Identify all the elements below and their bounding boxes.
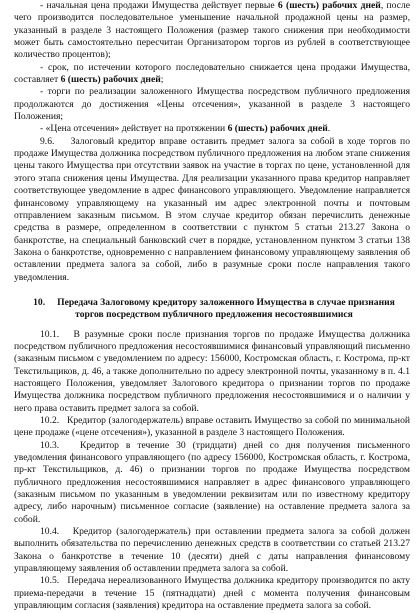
paragraph-10-3: 10.3. Кредитор в течение 30 (тридцати) дней со дня получения письменного уведомления финансового управляющего (по адресу 156000, Костромская область, г. Кострома, пр-кт Текстильщиков, д. 46) о признании торгов по продаже Имущества посредством публичного предложения несостоявшимися направляет в адрес финансового управляющего (заказным письмом по указанным в уведомлении реквизитам или по известному кредитору адресу, либо нарочным) письменное согласие (заявление) на оставление предмета залога за собой. (14, 439, 410, 525)
paragraph-reduction-period: - срок, по истечении которого последовательно снижается цена продажи Имущества, составляет 6 (шесть) рабочих дней; (14, 61, 410, 86)
bold-term: 6 (шесть) рабочих дней (60, 74, 161, 86)
bold-term: 6 (шесть) рабочих дней (227, 123, 328, 135)
paragraph-cutoff-condition: - торги по реализации заложенного Имущества посредством публичного предложения продолжаются до достижения «Цены отсечения», указанной в разделе 3 настоящего Положения; (14, 86, 410, 123)
paragraph-10-5: 10.5. Передача нереализованного Имущества должника кредитору производится по акту приема-передачи в течение 15 (пятнадцати) дней с момента получения финансовым управляющим согласия (заявления) кредитора на оставление предмета залога за собой. (14, 575, 410, 612)
paragraph-start-price: - начальная цена продажи Имущества действует первые 6 (шесть) рабочих дней, после чего производится последовательное уменьшение начальной продажной цены на размер, указанный в разделе 3 настоящего Положения (размер такого снижения при необходимости может быть самостоятельно пересчитан Организатором торгов из рублей в соответствующее количество процентов); (14, 0, 410, 61)
section-heading-10 (14, 297, 410, 322)
paragraph-10-4: 10.4. Кредитор (залогодержатель) при оставлении предмета залога за собой должен выполнить обязательства по перечислению денежных средств в соответствии со статьей 213.27 Закона о банкротстве в течение 10 (десяти) дней с даты направления финансовому управляющему заявления об оставлении предмета залога за собой. (14, 526, 410, 575)
paragraph-10-2: 10.2. Кредитор (залогодержатель) вправе оставить Имущество за собой по минимальной цене продаже («цене отсечения»), указанной в разделе 3 настоящего Положения. (14, 415, 410, 439)
bold-term: 6 (шесть) рабочих дней (277, 0, 381, 11)
paragraph-9-6: 9.6. Залоговый кредитор вправе оставить предмет залога за собой в ходе торгов по продаже Имущества должника посредством публичного предложения на любом этапе снижения цены такого Имущества при отсутствии заявок на участие в торгах по цене, установленной для этого этапа снижения цены Имущества. Для реализации указанного права кредитор направляет соответствующее уведомление в адрес финансового управляющего. Уведомление направляется финансовому управляющему на указанный им адрес электронной почты и почтовым отправлением заказным письмом. В этом случае кредитор обязан перечислить денежные средства в размере, определенном в соответствии с пунктом 5 статьи 213.27 Закона о банкротстве, на специальный банковский счет в порядке, установленном пунктом 3 статьи 138 Закона о банкротстве, одновременно с направлением финансовому управляющему заявления об оставлении предмета залога за собой, либо в разумные сроки после направления такого уведомления. (14, 135, 410, 283)
paragraph-10-1: 10.1. В разумные сроки после признания торгов по продаже Имущества должника посредством публичного предложения несостоявшимися финансовый управляющий письменно (заказным письмом с уведомлением по адресу: 156000, Костромская область, г. Кострома, пр-кт Текстильщиков, д. 46, а также дополнительно по адресу электронной почты, указанному в п. 4.1 настоящего Положения, уведомляет Залогового кредитора о признании торгов по продаже Имущества должника посредством публичного предложения несостоявшимися и о наличии у него права оставить предмет залога за собой. (14, 328, 410, 414)
section-number: 10. (33, 296, 46, 308)
paragraph-cutoff-duration: - «Цена отсечения» действует на протяжении 6 (шесть) рабочих дней. (40, 123, 331, 135)
section-title: Передача Залоговому кредитору заложенного Имущества в случае признания торгов посредством публичного предложения несостоявшимися (57, 296, 395, 321)
